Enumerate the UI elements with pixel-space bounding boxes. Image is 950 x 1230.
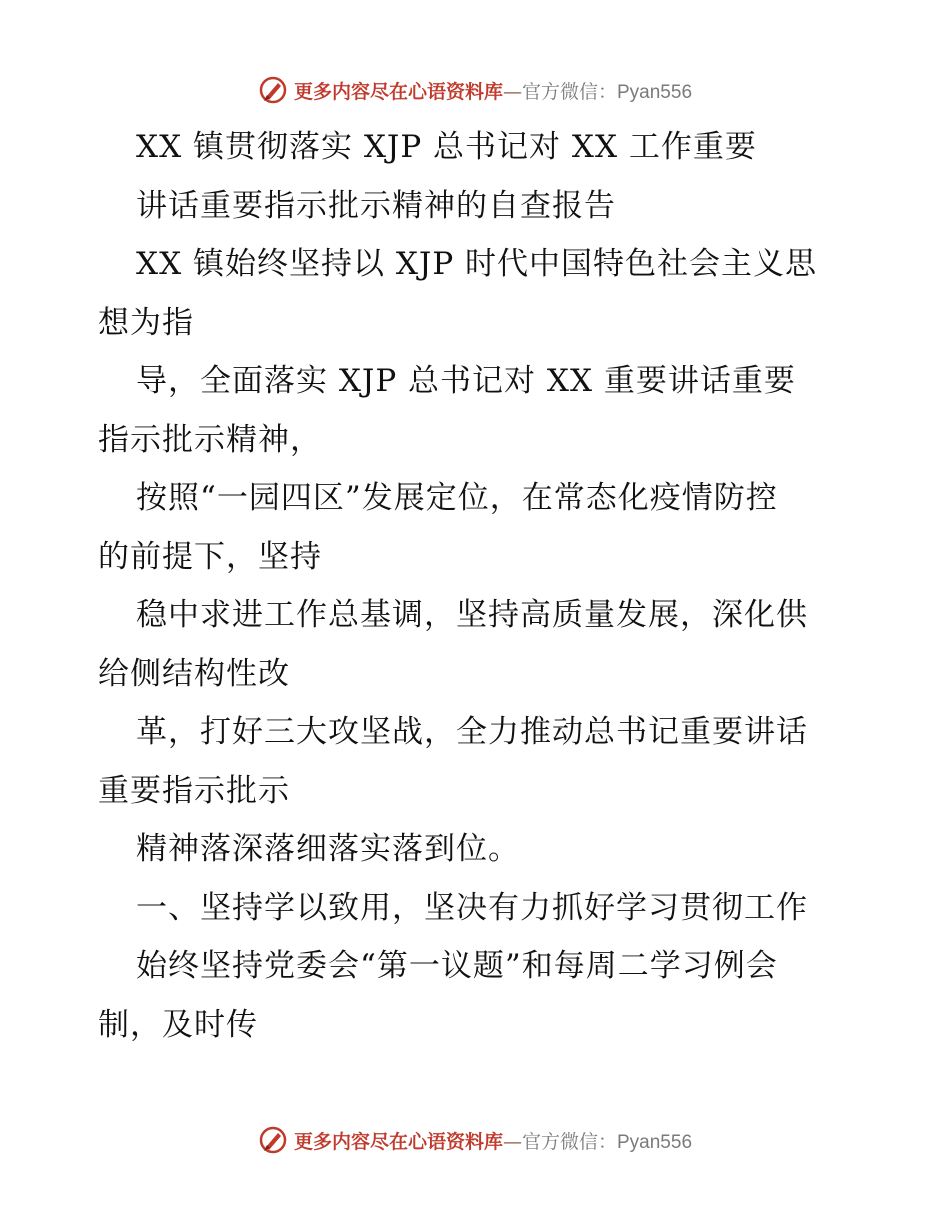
doc-line: 精神落深落细落实落到位。	[136, 831, 520, 867]
doc-line: 制，及时传	[98, 1006, 258, 1043]
watermark-wechat-id: Pyan556	[617, 1131, 693, 1153]
watermark-site-name: 更多内容尽在心语资料库	[293, 80, 503, 103]
doc-line: 指示批示精神，	[98, 421, 322, 458]
header-watermark	[0, 70, 950, 110]
footer-watermark	[0, 1120, 950, 1160]
watermark-site-name: 更多内容尽在心语资料库	[293, 1130, 503, 1153]
doc-line: 的前提下，坚持	[98, 538, 322, 575]
watermark-wechat-label: 官方微信：	[521, 80, 617, 103]
watermark-wechat-label: 官方微信：	[521, 1130, 617, 1153]
doc-line: 想为指	[98, 304, 194, 341]
doc-line-title-2: 讲话重要指示批示精神的自查报告	[136, 187, 616, 224]
doc-line: 稳中求进工作总基调，坚持高质量发展，深化供	[136, 597, 808, 633]
watermark-text	[294, 1127, 692, 1154]
doc-line: XX 镇始终坚持以 XJP 时代中国特色社会主义思	[136, 246, 818, 282]
doc-line: 按照“一园四区”发展定位，在常态化疫情防控	[136, 480, 778, 516]
watermark-wechat-id: Pyan556	[617, 81, 693, 103]
doc-line: 给侧结构性改	[98, 655, 290, 692]
doc-line-title-1: XX 镇贯彻落实 XJP 总书记对 XX 工作重要	[136, 129, 757, 165]
doc-line: 始终坚持党委会“第一议题”和每周二学习例会	[136, 948, 778, 984]
watermark-dash: —	[502, 1130, 522, 1153]
doc-line-section-heading: 一、坚持学以致用，坚决有力抓好学习贯彻工作	[136, 889, 808, 926]
pen-seal-icon	[258, 75, 288, 105]
doc-line: 重要指示批示	[98, 772, 290, 809]
document-body	[98, 118, 858, 1054]
doc-line: 导，全面落实 XJP 总书记对 XX 重要讲话重要	[136, 363, 796, 399]
watermark-dash: —	[502, 80, 522, 103]
watermark-text	[294, 77, 692, 104]
pen-seal-icon	[258, 1125, 288, 1155]
doc-line: 革，打好三大攻坚战，全力推动总书记重要讲话	[136, 714, 808, 750]
